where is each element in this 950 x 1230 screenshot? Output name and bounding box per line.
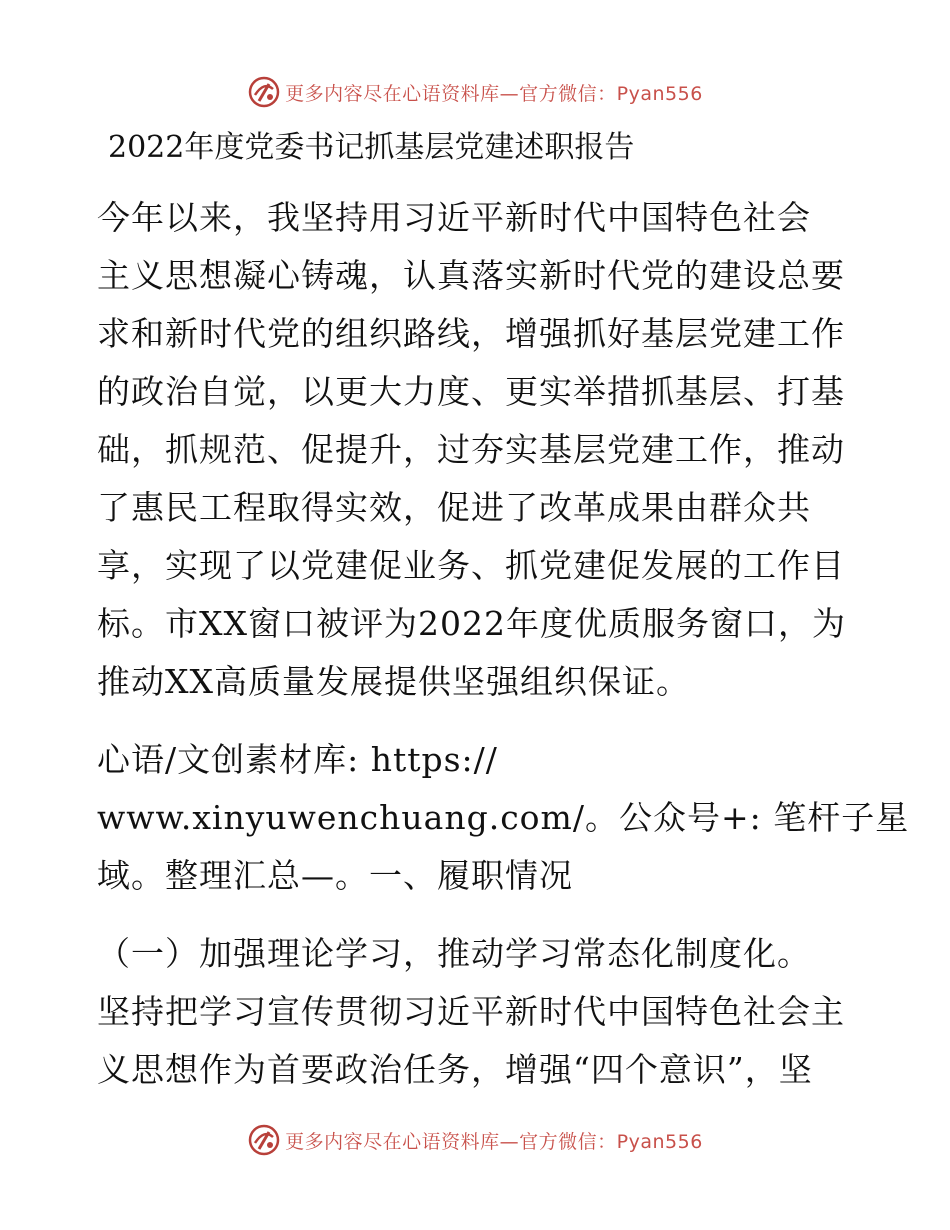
body-line: 义思想作为首要政治任务，增强“四个意识”，坚 <box>97 1050 813 1089</box>
footer-watermark <box>0 1120 950 1160</box>
body-line: www.xinyuwenchuang.com/。公众号+: 笔杆子星 <box>97 798 910 837</box>
body-line: 心语/文创素材库: https:// <box>97 740 498 779</box>
xinyu-logo-icon <box>247 1123 281 1157</box>
body-line: 享，实现了以党建促业务、抓党建促发展的工作目 <box>97 546 845 585</box>
body-line: 域。整理汇总—。一、履职情况 <box>97 856 573 895</box>
header-watermark <box>0 72 950 112</box>
document-title: 2022年度党委书记抓基层党建述职报告 <box>108 130 635 165</box>
body-line: 了惠民工程取得实效，促进了改革成果由群众共 <box>97 488 811 527</box>
body-line: 今年以来，我坚持用习近平新时代中国特色社会 <box>97 198 811 237</box>
body-line: 求和新时代党的组织路线，增强抓好基层党建工作 <box>97 314 845 353</box>
body-line: 坚持把学习宣传贯彻习近平新时代中国特色社会主 <box>97 992 845 1031</box>
body-line: 标。市XX窗口被评为2022年度优质服务窗口，为 <box>97 604 846 643</box>
body-line: 的政治自觉，以更大力度、更实举措抓基层、打基 <box>97 372 845 411</box>
watermark-text: 更多内容尽在心语资料库—官方微信：Pyan556 <box>285 1130 703 1153</box>
watermark-text: 更多内容尽在心语资料库—官方微信：Pyan556 <box>285 82 703 105</box>
xinyu-logo-icon <box>247 75 281 109</box>
body-line: （一）加强理论学习，推动学习常态化制度化。 <box>97 934 811 973</box>
body-line: 主义思想凝心铸魂，认真落实新时代党的建设总要 <box>97 256 845 295</box>
body-line: 推动XX高质量发展提供坚强组织保证。 <box>97 662 690 701</box>
body-line: 础，抓规范、促提升，过夯实基层党建工作，推动 <box>97 430 845 469</box>
